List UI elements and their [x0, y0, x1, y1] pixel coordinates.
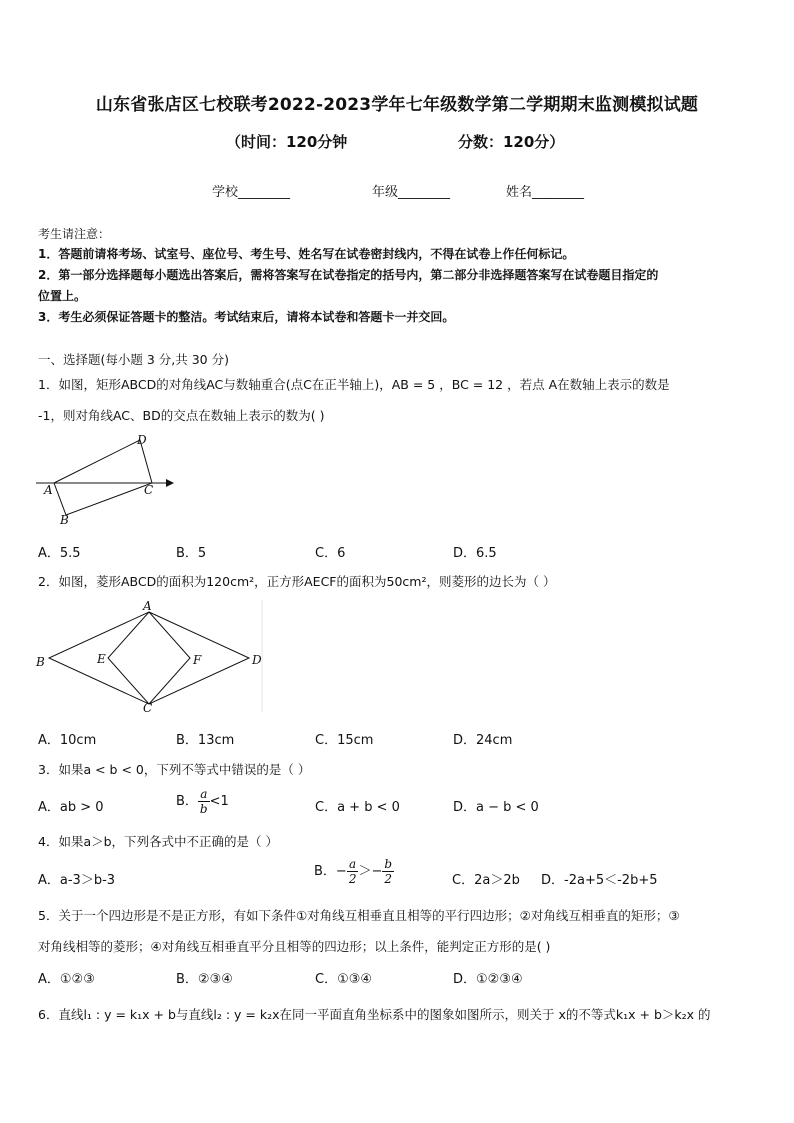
q3-frac-num: a: [198, 787, 210, 802]
q2-option-d: D．24cm: [453, 733, 513, 748]
q5-option-a: A．①②③: [38, 972, 95, 987]
notice-item-2b: 位置上。: [38, 289, 87, 303]
q3-option-d: D．a − b < 0: [453, 800, 539, 815]
q3-option-b-fraction: [198, 787, 210, 816]
q4-frac1-den: 2: [348, 872, 357, 886]
q4-line: 4．如果a＞b，下列各式中不正确的是（ ）: [38, 834, 279, 849]
q2-figure: [34, 598, 266, 714]
q5-line1: 5．关于一个四边形是不是正方形，有如下条件①对角线互相垂直且相等的平行四边形；②对角线互相垂直的矩形；③: [38, 908, 680, 923]
q2-label-b: B: [36, 655, 45, 669]
q3-option-b-suffix: <1: [209, 794, 229, 809]
q4-frac1-num: a: [347, 857, 359, 872]
q1-option-a: A．5.5: [38, 546, 81, 561]
exam-title: 山东省张店区七校联考2022-2023学年七年级数学第二学期期末监测模拟试题: [95, 95, 699, 115]
notice-item-3: 3．考生必须保证答题卡的整洁。考试结束后，请将本试卷和答题卡一并交回。: [38, 310, 455, 324]
q1-label-c: C: [144, 483, 154, 497]
q5-option-d: D．①②③④: [453, 972, 523, 987]
q2-label-d: D: [252, 653, 262, 667]
rhombus-abcd: [49, 612, 249, 704]
q4-option-b-prefix: B．−: [314, 864, 347, 879]
grade-field: 年级________: [372, 185, 451, 200]
notice-item-1: 1．答题前请将考场、试室号、座位号、考生号、姓名写在试卷密封线内，不得在试卷上作任何标记。: [38, 247, 575, 261]
q3-option-c: C．a + b < 0: [315, 800, 400, 815]
school-field: 学校________: [212, 185, 291, 200]
score-label: 分数：120分）: [458, 133, 565, 151]
q3-line: 3．如果a < b < 0，下列不等式中错误的是（ ）: [38, 762, 311, 777]
section-heading: 一、选择题(每小题 3 分,共 30 分): [38, 352, 229, 367]
q4-option-d: D．-2a+5＜-2b+5: [541, 873, 658, 888]
q2-label-f: F: [193, 653, 202, 667]
notice-item-2a: 2．第一部分选择题每小题选出答案后，需将答案写在试卷指定的括号内，第二部分非选择题答案写在试卷题目指定的: [38, 268, 659, 282]
q4-frac2-num: b: [384, 857, 393, 871]
square-aecf: [108, 612, 190, 704]
q4-frac2-den: 2: [384, 872, 393, 886]
q3-option-b-prefix: B．: [176, 794, 198, 809]
q1-label-b: B: [60, 513, 69, 527]
q2-option-a: A．10cm: [38, 733, 97, 748]
q4-option-c: C．2a＞2b: [452, 873, 520, 888]
axis-arrow: [166, 479, 174, 487]
q2-option-c: C．15cm: [315, 733, 374, 748]
q2-line: 2．如图，菱形ABCD的面积为120cm²，正方形AECF的面积为50cm²，则菱形的边长为（ ）: [38, 574, 556, 589]
q1-option-b: B．5: [176, 546, 207, 561]
q2-label-a: A: [143, 599, 152, 613]
q5-option-b: B．②③④: [176, 972, 233, 987]
q4-fraction-2: [382, 857, 394, 886]
q1-option-d: D．6.5: [453, 546, 497, 561]
rectangle-abcd: [54, 440, 152, 515]
q1-line2: -1，则对角线AC、BD的交点在数轴上表示的数为( ): [38, 408, 325, 423]
q1-option-c: C．6: [315, 546, 346, 561]
q1-label-d: D: [137, 433, 147, 447]
q1-line1: 1．如图，矩形ABCD的对角线AC与数轴重合(点C在正半轴上)，AB = 5 ，BC = 12 ，若点 A在数轴上表示的数是: [38, 377, 670, 392]
time-label: （时间：120分钟: [226, 133, 348, 151]
q4-option-a: A．a-3＞b-3: [38, 873, 116, 888]
q3-frac-den: b: [199, 802, 208, 816]
q2-label-c: C: [143, 701, 153, 714]
q1-figure: [34, 430, 184, 530]
q3-option-a: A．ab > 0: [38, 800, 104, 815]
q4-option-b-mid: ＞−: [358, 864, 383, 879]
q5-option-c: C．①③④: [315, 972, 373, 987]
q2-option-b: B．13cm: [176, 733, 235, 748]
q4-fraction-1: [347, 857, 359, 886]
notice-heading: 考生请注意：: [38, 227, 111, 241]
q6-line: 6．直线l₁ : y = k₁x + b与直线l₂ : y = k₂x在同一平面直角坐标系中的图象如图所示，则关于 x的不等式k₁x + b＞k₂x 的: [38, 1007, 711, 1022]
q2-label-e: E: [97, 652, 106, 666]
q3-option-b: [176, 787, 229, 816]
q5-line2: 对角线相等的菱形；④对角线互相垂直平分且相等的四边形；以上条件，能判定正方形的是( ): [38, 939, 551, 954]
name-field: 姓名________: [506, 185, 585, 200]
q4-option-b: [314, 857, 394, 886]
q1-label-a: A: [44, 483, 53, 497]
